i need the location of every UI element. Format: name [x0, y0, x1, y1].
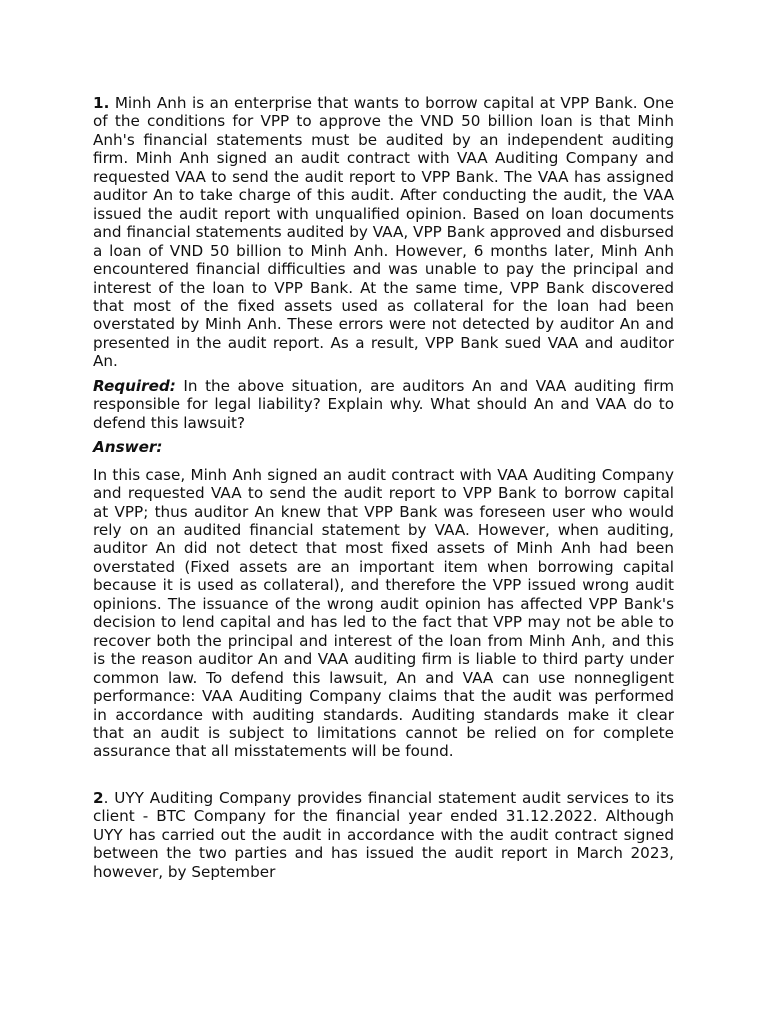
answer-text: In this case, Minh Anh signed an audit contract with VAA Auditing Company and requested VAA to send the audit report to VPP Bank to borrow capital at VPP; thus auditor An knew that VPP Bank was foreseen user who would rely on an audited financial statement by VAA. However, when auditing, auditor An did not detect that most fixed assets of Minh Anh had been overstated (Fixed assets are an important item when borrowing capital because it is used as collateral), and therefore the VPP issued wrong audit opinions. The issuance of the wrong audit opinion has affected VPP Bank's decision to lend capital and has led to the fact that VPP may not be able to recover both the principal and interest of the loan from Minh Anh, and this is the reason auditor An and VAA auditing firm is liable to third party under common law. To defend this lawsuit, An and VAA can use nonnegligent performance: VAA Auditing Company claims that the audit was performed in accordance with auditing standards. Auditing standards make it clear that an audit is subject to limitations cannot be relied on for complete assurance that all misstatements will be found. — [93, 465, 674, 761]
question-1-number: 1. — [93, 94, 110, 112]
required-text: In the above situation, are auditors An and VAA auditing firm responsible for legal liability? Explain why. What should An and VAA do to defend this lawsuit? — [93, 376, 674, 432]
question-1-text: Minh Anh is an enterprise that wants to borrow capital at VPP Bank. One of the conditions for VPP to approve the VND 50 billion loan is that Minh Anh's financial statements must be audited by an independent auditing firm. Minh Anh signed an audit contract with VAA Auditing Company and requested VAA to send the audit report to VPP Bank. The VAA has assigned auditor An to take charge of this audit. After conducting the audit, the VAA issued the audit report with unqualified opinion. Based on loan documents and financial statements audited by VAA, VPP Bank approved and disbursed a loan of VND 50 billion to Minh Anh. However, 6 months later, Minh Anh encountered financial difficulties and was unable to pay the principal and interest of the loan to VPP Bank. At the same time, VPP Bank discovered that most of the fixed assets used as collateral for the loan had been overstated by Minh Anh. These errors were not detected by auditor An and presented in the audit report. As a result, VPP Bank sued VAA and auditor An. — [93, 94, 674, 371]
question-1-required — [93, 377, 674, 432]
question-2 — [93, 789, 674, 881]
question-2-text: . UYY Auditing Company provides financial statement audit services to its client - BTC Company for the financial year ended 31.12.2022. Although UYY has carried out the audit in accordance with the audit contract signed between the two parties and has issued the audit report in March 2023, however, by September — [93, 788, 674, 881]
answer-label: Answer: — [93, 438, 163, 457]
document-page — [93, 94, 674, 881]
question-2-number: 2 — [93, 788, 104, 807]
required-label: Required: — [93, 376, 176, 395]
question-1 — [93, 94, 674, 371]
